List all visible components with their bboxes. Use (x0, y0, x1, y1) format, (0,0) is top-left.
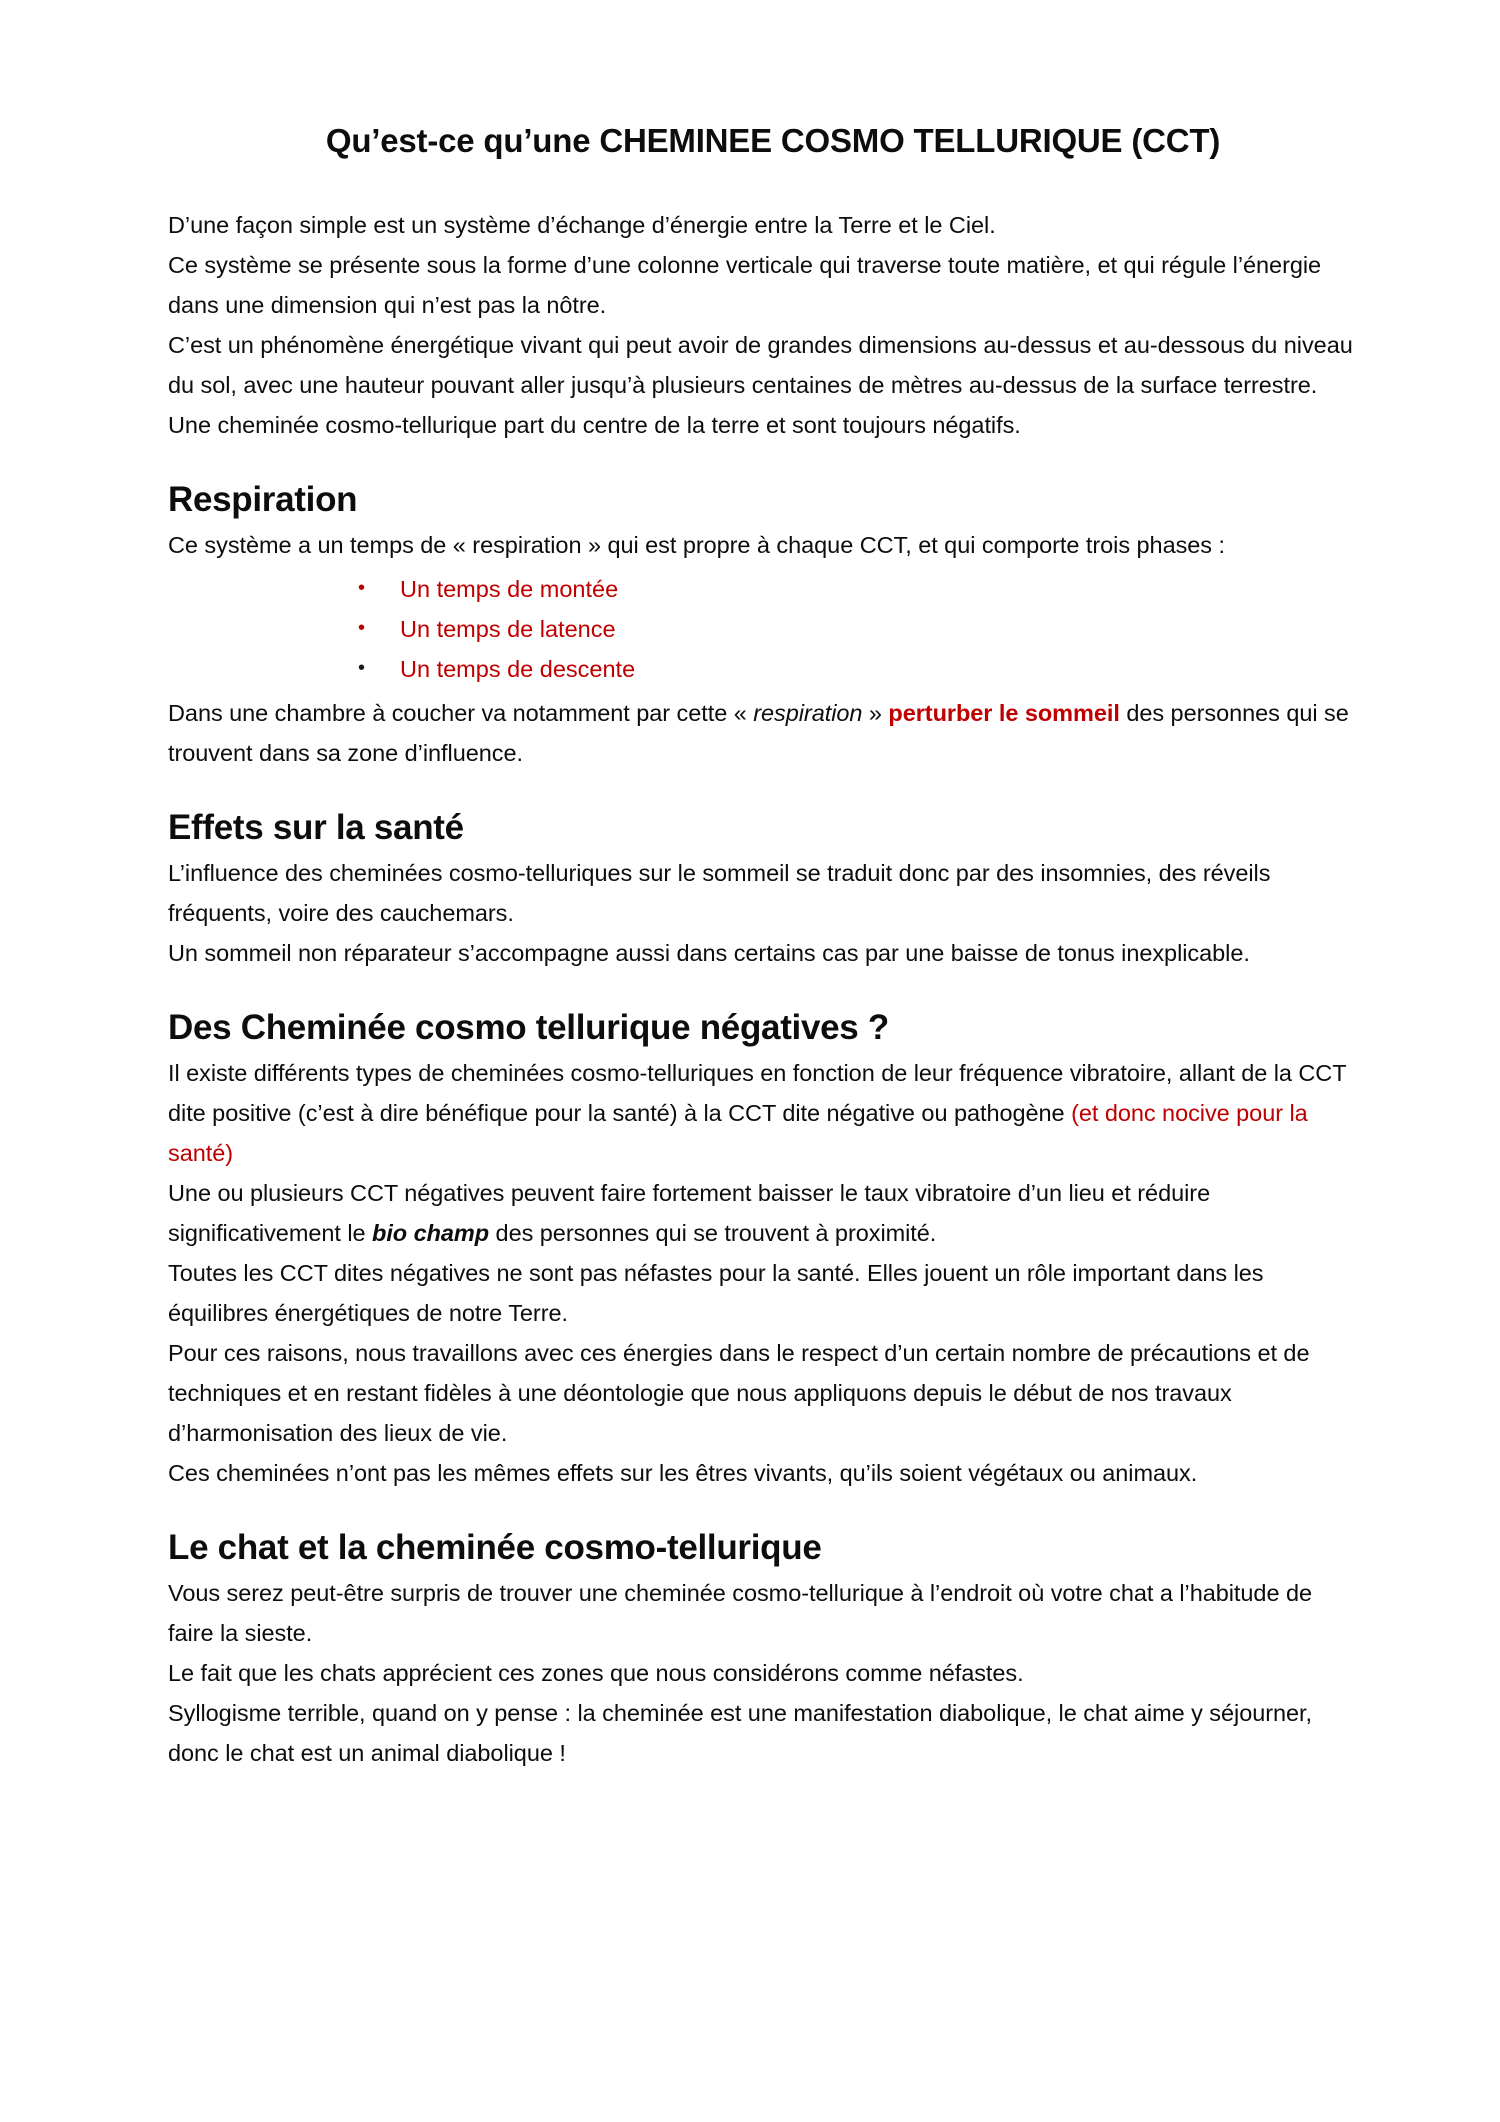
respiration-phase-list (168, 569, 1360, 689)
list-item (358, 609, 1360, 649)
bullet-icon: • (358, 617, 366, 640)
list-item-label: Un temps de latence (400, 616, 616, 643)
cct-line-3: Ces cheminées n’ont pas les mêmes effets sur les êtres vivants, qu’ils soient végétaux ou animaux. (168, 1460, 1198, 1487)
intro-line-1: D’une façon simple est un système d’échange d’énergie entre la Terre et le Ciel. (168, 212, 996, 239)
outro-text-part2: » (862, 700, 889, 727)
list-item-label: Un temps de descente (400, 656, 636, 683)
heading-cct-negatives: Des Cheminée cosmo tellurique négatives ? (168, 1008, 889, 1048)
intro-line-2: Ce système se présente sous la forme d’une colonne verticale qui traverse toute matière, et qui régule l’énergie dans une dimension qui n’est pas la nôtre. (168, 252, 1322, 319)
intro-line-4: Une cheminée cosmo-tellurique part du centre de la terre et sont toujours négatifs. (168, 412, 1021, 439)
chat-line-3: Syllogisme terrible, quand on y pense : la cheminée est une manifestation diabolique, le chat aime y séjourner, donc le chat est un animal diabolique ! (168, 1700, 1313, 1767)
heading-respiration: Respiration (168, 480, 358, 520)
cct-line-2: Pour ces raisons, nous travaillons avec ces énergies dans le respect d’un certain nombre de précautions et de techniques et en restant fidèles à une déontologie que nous appliquons depuis le début de nos travaux d’harmonisation des lieux de vie. (168, 1340, 1310, 1447)
outro-italic-respiration: respiration (753, 700, 863, 727)
cct-para-1-red-note: (et donc nocive pour la santé) (168, 1100, 1308, 1167)
intro-block (168, 205, 1360, 445)
bullet-icon: • (358, 657, 366, 680)
chat-line-2: Le fait que les chats apprécient ces zones que nous considérons comme néfastes. (168, 1660, 1024, 1687)
heading-effets-sur-la-sante: Effets sur la santé (168, 808, 464, 848)
cct-para-2-emphasis-bio-champ: bio champ (372, 1220, 490, 1247)
intro-line-3: C’est un phénomène énergétique vivant qui peut avoir de grandes dimensions au-dessus et au-dessous du niveau du sol, avec une hauteur pouvant aller jusqu’à plusieurs centaines de mètres au-dessus de la surface terrestre. (168, 332, 1353, 399)
list-item (358, 569, 1360, 609)
chat-line-1: Vous serez peut-être surpris de trouver une cheminée cosmo-tellurique à l’endroit où votre chat a l’habitude de faire la sieste. (168, 1580, 1312, 1647)
heading-le-chat: Le chat et la cheminée cosmo-tellurique (168, 1528, 822, 1568)
cct-para-2-part1: Une ou plusieurs CCT négatives peuvent faire fortement baisser le taux vibratoire d’un lieu et réduire significativement le (168, 1180, 1211, 1247)
cct-para-2-part2: des personnes qui se trouvent à proximité. (489, 1220, 937, 1247)
cct-para-2 (168, 1173, 1360, 1253)
outro-text-part3: des personnes qui se trouvent dans sa zone d’influence. (168, 700, 1349, 767)
effets-line-2: Un sommeil non réparateur s’accompagne aussi dans certains cas par une baisse de tonus inexplicable. (168, 940, 1250, 967)
cct-line-1: Toutes les CCT dites négatives ne sont pas néfastes pour la santé. Elles jouent un rôle important dans les équilibres énergétiques de notre Terre. (168, 1260, 1264, 1327)
respiration-intro: Ce système a un temps de « respiration » qui est propre à chaque CCT, et qui comporte trois phases : (168, 532, 1225, 559)
bullet-icon: • (358, 577, 366, 600)
respiration-outro (168, 693, 1360, 773)
list-item (358, 649, 1360, 689)
outro-text-part1: Dans une chambre à coucher va notamment par cette « (168, 700, 754, 727)
effets-line-1: L’influence des cheminées cosmo-telluriques sur le sommeil se traduit donc par des insomnies, des réveils fréquents, voire des cauchemars. (168, 860, 1271, 927)
outro-highlight-perturber-le-sommeil: perturber le sommeil (888, 700, 1120, 727)
cct-para-1-text: Il existe différents types de cheminées cosmo-telluriques en fonction de leur fréquence vibratoire, allant de la CCT dite positive (c’est à dire bénéfique pour la santé) à la CCT dite négative ou pathogène (168, 1060, 1347, 1127)
cct-para-1 (168, 1053, 1360, 1173)
page-title: Qu’est-ce qu’une CHEMINEE COSMO TELLURIQUE (CCT) (325, 122, 1221, 159)
list-item-label: Un temps de montée (400, 576, 619, 603)
